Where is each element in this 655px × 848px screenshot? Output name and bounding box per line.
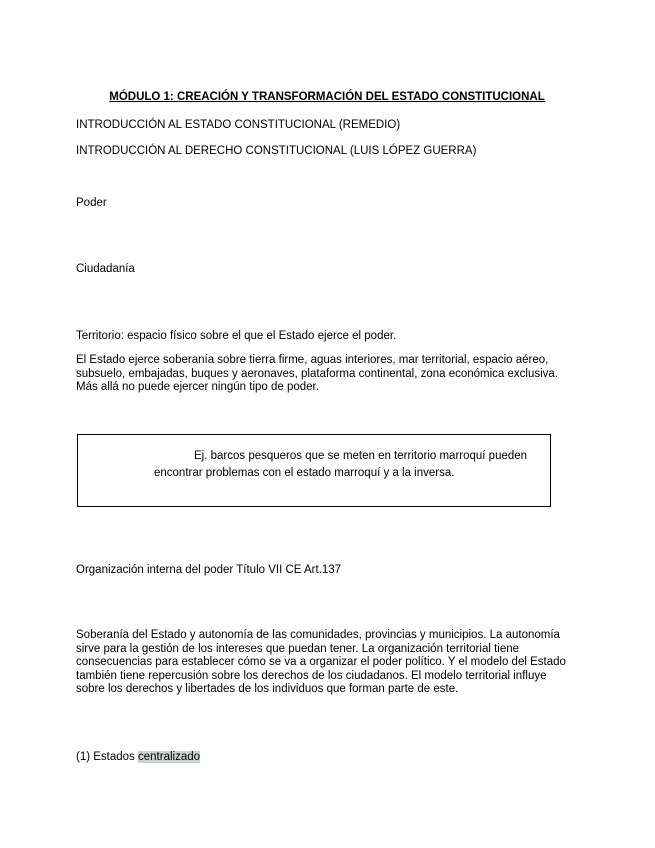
territorio-definition: Territorio: espacio físico sobre el que el Estado ejerce el poder. (76, 330, 397, 342)
estados-prefix: (1) Estados (76, 751, 138, 763)
heading-ciudadania: Ciudadanía (76, 263, 135, 275)
example-box (77, 434, 551, 507)
organizacion-interna-line: Organización interna del poder Título VII CE Art.137 (76, 564, 342, 576)
document-title: MÓDULO 1: CREACIÓN Y TRANSFORMACIÓN DEL ESTADO CONSTITUCIONAL (109, 91, 545, 103)
estados-list-item (76, 750, 200, 764)
heading-poder: Poder (76, 197, 107, 209)
example-text: Ej. barcos pesqueros que se meten en territorio marroquí pueden encontrar problemas con el estado marroquí y a la inversa. (154, 450, 528, 479)
soberania-paragraph: Soberanía del Estado y autonomía de las comunidades, provincias y municipios. La autonomía sirve para la gestión de los intereses que puedan tener. La organización territorial tiene consecuencias para establecer cómo se va a organizar el poder político. Y el modelo del Estado también tiene repercusión sobre los derechos de los ciudadanos. El modelo territorial influye sobre los derechos y libertades de los individuos que forman parte de este. (76, 629, 566, 695)
reference-derecho-constitucional: INTRODUCCIÓN AL DERECHO CONSTITUCIONAL (LUIS LÓPEZ GUERRA) (76, 145, 477, 157)
highlighted-text: centralizado (138, 751, 201, 763)
territorio-paragraph: El Estado ejerce soberanía sobre tierra firme, aguas interiores, mar territorial, espacio aéreo, subsuelo, embajadas, buques y aeronaves, plataforma continental, zona económica exclusiva. Más allá no puede ejercer ningún tipo de poder. (76, 354, 559, 393)
reference-estado-constitucional: INTRODUCCIÓN AL ESTADO CONSTITUCIONAL (REMEDIO) (76, 119, 401, 131)
